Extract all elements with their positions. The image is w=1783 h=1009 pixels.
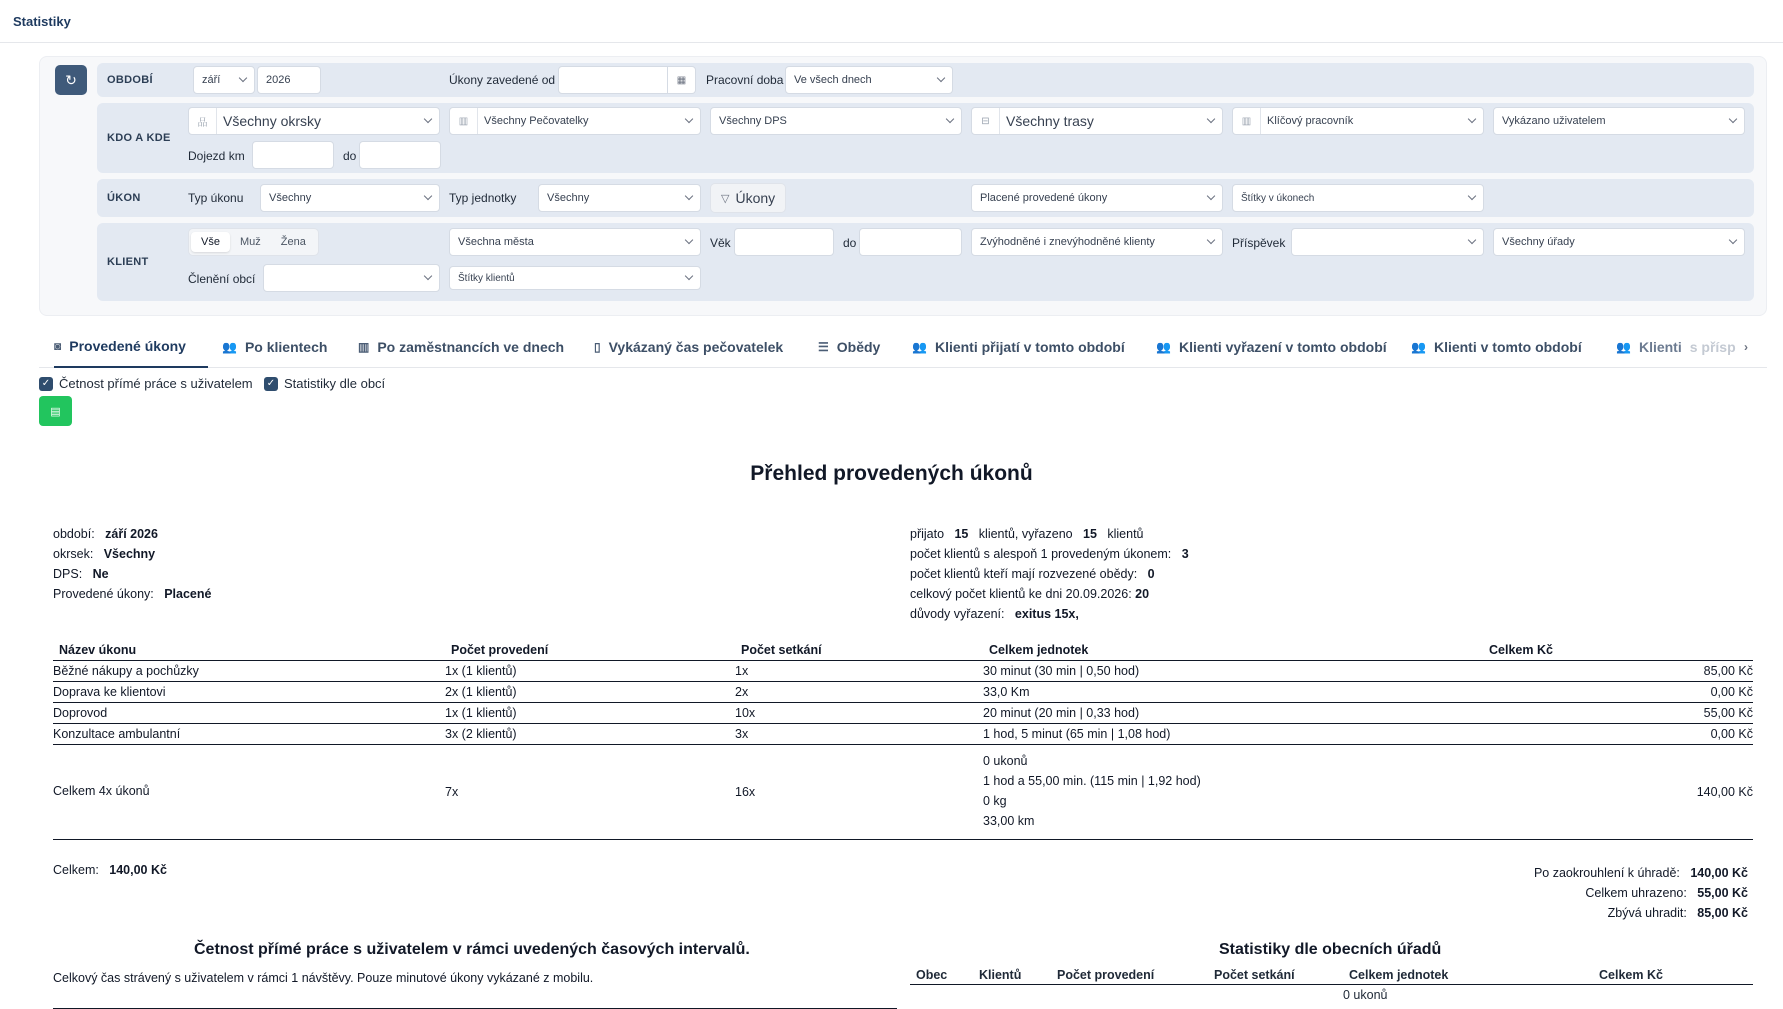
meta-dps: DPS: Ne xyxy=(53,567,109,581)
typ-jednotky-select[interactable]: Všechny xyxy=(538,184,701,212)
cell: 1x xyxy=(735,660,983,681)
cell: 20 minut (20 min | 0,33 hod) xyxy=(983,702,1483,723)
cell: 10x xyxy=(735,702,983,723)
stitky-klientu-select[interactable]: Štítky klientů xyxy=(449,266,701,290)
food-icon: ☰ xyxy=(818,340,829,354)
building-icon: ▥ xyxy=(358,340,370,354)
cetnost-description: Celkový čas strávený s uživatelem v rámci 1 návštěvy. Pouze minutové úkony vykázané z mobilu. xyxy=(53,971,594,985)
tab-klienti-prispevek[interactable]: 👥 Klienti s přísp xyxy=(1616,339,1736,355)
meta-pocet2: počet klientů kteří mají rozvezené obědy: 0 xyxy=(910,567,1155,581)
filter-icon: ▽ xyxy=(721,192,730,205)
summary-zbyva: Zbývá uhradit: 85,00 Kč xyxy=(1607,906,1748,920)
meta-provedene: Provedené úkony: Placené xyxy=(53,587,212,601)
col-klientu: Klientů xyxy=(973,966,1051,985)
gender-female[interactable]: Žena xyxy=(280,236,306,248)
pracovni-doba-select[interactable]: Ve všech dnech xyxy=(785,66,953,94)
cell: Doprovod xyxy=(53,702,445,723)
col-setkani: Počet setkání xyxy=(735,640,983,660)
col-kc: Celkem Kč xyxy=(1593,966,1753,985)
pracovni-doba-label: Pracovní doba xyxy=(706,73,784,87)
ukony-filter-button[interactable]: ▽ Úkony xyxy=(710,183,786,213)
col-jednotky: Celkem jednotek xyxy=(1343,966,1593,985)
summary-uhrazeno: Celkem uhrazeno: 55,00 Kč xyxy=(1585,886,1748,900)
prispevek-label: Příspěvek xyxy=(1232,236,1286,250)
total-jednotky: 0 ukonů 1 hod a 55,00 min. (115 min | 1,92 hod) 0 kg 33,00 km xyxy=(983,744,1483,839)
col-provedeni: Počet provedení xyxy=(445,640,735,660)
table-header-row xyxy=(53,640,1753,660)
page-header xyxy=(0,0,1783,43)
users-icon: 👥 xyxy=(1156,340,1171,354)
year-input[interactable]: 2026 xyxy=(257,66,321,94)
cetnost-title: Četnost přímé práce s uživatelem v rámci uvedených časových intervalů. xyxy=(194,941,750,958)
tab-po-klientech[interactable]: 👥 Po klientech xyxy=(222,339,328,355)
meta-pocet1: počet klientů s alespoň 1 provedeným úkonem: 3 xyxy=(910,547,1189,561)
cleneni-select[interactable] xyxy=(263,264,440,292)
trasy-select[interactable]: ⊟ Všechny trasy xyxy=(971,107,1223,135)
cell: 85,00 Kč xyxy=(1483,660,1753,681)
ukony-table xyxy=(53,640,1753,840)
total-name: Celkem 4x úkonů xyxy=(53,744,445,839)
col-provedeni: Počet provedení xyxy=(1051,966,1208,985)
cell: 3x xyxy=(735,723,983,744)
cell: 3x (2 klientů) xyxy=(445,723,735,744)
calendar-icon[interactable]: ▦ xyxy=(668,66,696,94)
cell: 2x (1 klientů) xyxy=(445,681,735,702)
col-obec: Obec xyxy=(910,966,973,985)
obce-title: Statistiky dle obecních úřadů xyxy=(1219,941,1442,958)
tab-po-zamestnancich[interactable]: ▥ Po zaměstnancích ve dnech xyxy=(358,339,565,355)
table-row xyxy=(53,723,1753,744)
bus-icon: ⊟ xyxy=(972,108,1000,134)
placene-select[interactable]: Placené provedené úkony xyxy=(971,184,1223,212)
users-icon: 👥 xyxy=(1616,340,1631,354)
summary-celkem: Celkem: 140,00 Kč xyxy=(53,863,167,877)
dojezd-from-input[interactable] xyxy=(252,141,334,169)
gender-all[interactable]: Vše xyxy=(191,232,230,252)
meta-left xyxy=(53,524,211,604)
total-kc: 140,00 Kč xyxy=(1483,744,1753,839)
col-jednotky: Celkem jednotek xyxy=(983,640,1483,660)
gender-male[interactable]: Muž xyxy=(239,236,261,248)
report-tabs xyxy=(39,326,1767,368)
cell: 33,0 Km xyxy=(983,681,1483,702)
meta-obdobi: období: září 2026 xyxy=(53,527,158,541)
summary-payment xyxy=(1534,863,1748,923)
users-icon: 👥 xyxy=(222,340,237,354)
summary-zaokrouhleni: Po zaokrouhlení k úhradě: 140,00 Kč xyxy=(1533,866,1748,880)
filter-panel xyxy=(39,56,1767,316)
gender-segment xyxy=(188,228,319,256)
filter-row-ukon xyxy=(97,179,1754,217)
cell: 1x (1 klientů) xyxy=(445,660,735,681)
ukony-zavedene-input[interactable] xyxy=(558,66,668,94)
dojezd-label: Dojezd km xyxy=(188,149,245,163)
tab-klienti-vyrazeni[interactable]: 👥 Klienti vyřazení v tomto období xyxy=(1156,339,1387,355)
cell: Doprava ke klientovi xyxy=(53,681,445,702)
camera-icon: ◙ xyxy=(54,339,62,353)
table-row xyxy=(53,660,1753,681)
col-nazev: Název úkonu xyxy=(53,640,445,660)
sitemap-icon: 品 xyxy=(189,108,217,134)
building-icon: ▥ xyxy=(1233,108,1261,134)
meta-right xyxy=(910,524,1189,624)
kdo-label: KDO A KDE xyxy=(107,132,171,144)
urady-select[interactable]: Všechny úřady xyxy=(1493,228,1745,256)
dojezd-to-input[interactable] xyxy=(359,141,441,169)
meta-okrsek: okrsek: Všechny xyxy=(53,547,156,561)
report-title: Přehled provedených úkonů xyxy=(750,462,1033,485)
meta-celkovy: celkový počet klientů ke dni 20.09.2026: 20 xyxy=(910,587,1150,601)
tab-provedene-ukony[interactable]: ◙ Provedené úkony xyxy=(54,326,208,368)
klicovy-pracovnik-select[interactable]: ▥ Klíčový pracovník xyxy=(1232,107,1484,135)
col-kc: Celkem Kč xyxy=(1483,640,1753,660)
refresh-icon: ↻ xyxy=(65,71,77,88)
dojezd-do-label: do xyxy=(343,149,357,163)
stitky-ukony-select[interactable]: Štítky v úkonech xyxy=(1232,184,1484,212)
table-total-row xyxy=(53,744,1753,839)
phone-icon: ▯ xyxy=(594,340,601,354)
filter-row-klient xyxy=(97,223,1754,301)
zvyhodnene-select[interactable]: Zvýhodněné i znevýhodněné klienty xyxy=(971,228,1223,256)
col-setkani: Počet setkání xyxy=(1208,966,1343,985)
typ-ukonu-label: Typ úkonu xyxy=(188,191,244,205)
checkbox-checked-icon[interactable]: ✓ xyxy=(39,377,53,391)
users-icon: 👥 xyxy=(912,340,927,354)
total-setkani: 16x xyxy=(735,744,983,839)
cell: 1 hod, 5 minut (65 min | 1,08 hod) xyxy=(983,723,1483,744)
month-select[interactable]: září xyxy=(193,66,255,94)
pecovatelky-select[interactable]: ▥ Všechny Pečovatelky xyxy=(449,107,701,135)
typ-ukonu-select[interactable]: Všechny xyxy=(260,184,440,212)
ukony-zavedene-label: Úkony zavedené od xyxy=(449,73,556,87)
cell: 1x (1 klientů) xyxy=(445,702,735,723)
vykazano-select[interactable]: Vykázano uživatelem xyxy=(1493,107,1745,135)
klient-label: KLIENT xyxy=(107,256,149,268)
building-icon: ▥ xyxy=(450,108,478,134)
filter-row-obdobi xyxy=(97,63,1754,97)
refresh-button[interactable] xyxy=(55,65,87,95)
vek-label: Věk xyxy=(710,236,731,250)
vek-do-label: do xyxy=(843,236,857,250)
export-button[interactable] xyxy=(39,396,72,426)
table-row xyxy=(53,702,1753,723)
option-statistiky-obci[interactable]: ✓ Statistiky dle obcí xyxy=(264,376,385,391)
typ-jednotky-label: Typ jednotky xyxy=(449,191,517,205)
meta-prijato: přijato 15 klientů, vyřazeno 15 klientů xyxy=(910,527,1144,541)
meta-duvody: důvody vyřazení: exitus 15x, xyxy=(910,607,1079,621)
ukon-label: ÚKON xyxy=(107,192,141,204)
obce-header-row xyxy=(910,966,1753,985)
cell: 2x xyxy=(735,681,983,702)
cleneni-label: Členění obcí xyxy=(188,272,256,286)
tab-klienti-obdobi[interactable]: 👥 Klienti v tomto období xyxy=(1411,339,1582,355)
tabs-scroll-right-icon[interactable]: › xyxy=(1744,340,1748,354)
dps-select[interactable]: Všechny DPS xyxy=(710,107,962,135)
tab-obedy[interactable]: ☰ Obědy xyxy=(818,339,881,355)
cell: 0 ukonů xyxy=(1343,988,1388,1002)
cell: 55,00 Kč xyxy=(1483,702,1753,723)
checkbox-checked-icon[interactable]: ✓ xyxy=(264,377,278,391)
okrsky-select[interactable]: 品 Všechny okrsky xyxy=(188,107,440,135)
mesta-select[interactable]: Všechna města xyxy=(449,228,701,256)
prispevek-select[interactable] xyxy=(1291,228,1484,256)
users-icon: 👥 xyxy=(1411,340,1426,354)
cell: Běžné nákupy a pochůzky xyxy=(53,660,445,681)
cell: 30 minut (30 min | 0,50 hod) xyxy=(983,660,1483,681)
filter-row-kdo xyxy=(97,103,1754,173)
page-title: Statistiky xyxy=(13,13,71,29)
vek-from-input[interactable] xyxy=(734,228,834,256)
tab-klienti-prijati[interactable]: 👥 Klienti přijatí v tomto období xyxy=(912,339,1125,355)
option-cetnost[interactable]: ✓ Četnost přímé práce s uživatelem xyxy=(39,376,253,391)
obdobi-label: OBDOBÍ xyxy=(107,74,153,86)
total-provedeni: 7x xyxy=(445,744,735,839)
tab-vykazany-cas[interactable]: ▯ Vykázaný čas pečovatelek xyxy=(594,339,784,355)
table-row xyxy=(910,985,1753,1006)
vek-to-input[interactable] xyxy=(859,228,962,256)
table-row xyxy=(53,681,1753,702)
cell: Konzultace ambulantní xyxy=(53,723,445,744)
file-export-icon: ▤ xyxy=(50,405,61,418)
cell: 0,00 Kč xyxy=(1483,681,1753,702)
cell: 0,00 Kč xyxy=(1483,723,1753,744)
obce-table xyxy=(910,966,1753,1005)
